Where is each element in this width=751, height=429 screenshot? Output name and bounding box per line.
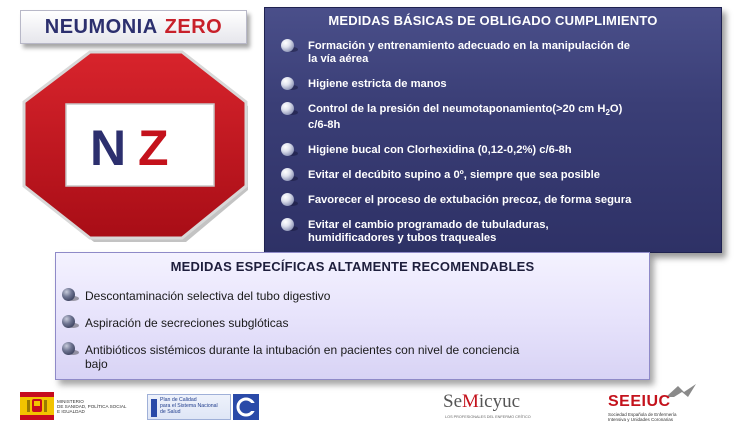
bullet-icon: [62, 288, 79, 302]
bullet-icon: [281, 218, 298, 232]
item-text-line2: la vía aérea: [308, 53, 369, 65]
item-text-line1: Antibióticos sistémicos durante la intubación en pacientes con nivel de conciencia: [85, 343, 520, 357]
item-text-line1: Evitar el cambio programado de tubuladuras,: [308, 219, 549, 232]
seeiuc-line1: Sociedad Española de Enfermería: [608, 412, 677, 417]
plan-calidad-logo: [147, 394, 259, 420]
seeiuc-line2: Intensiva y Unidades Coronarias: [608, 417, 674, 422]
list-item: [62, 343, 642, 371]
item-text-sub: 2: [605, 108, 610, 118]
title-zero: ZERO: [164, 15, 223, 38]
list-item: [281, 78, 716, 91]
item-text-line1: Descontaminación selectiva del tubo digestivo: [85, 289, 331, 303]
item-text-line1: [308, 103, 716, 119]
nz-letter-n: N: [90, 120, 127, 176]
bullet-icon: [281, 102, 298, 116]
specific-measures-panel: [55, 252, 650, 380]
title-neumonia: NEUMONIA: [44, 15, 158, 38]
item-text-line2: c/6-8h: [308, 119, 341, 132]
list-item: [281, 194, 716, 207]
item-text-line2: bajo: [85, 357, 108, 371]
bullet-icon: [281, 39, 298, 53]
plan-line2: para el Sistema Nacional: [160, 403, 218, 409]
list-item: [281, 40, 716, 66]
bullet-icon: [62, 342, 79, 356]
seeiuc-name: SEEIUC: [608, 393, 671, 410]
bullet-icon: [62, 315, 79, 329]
semicyuc-logo: [443, 392, 541, 422]
list-item: [62, 316, 642, 330]
seeiuc-text: [608, 412, 708, 422]
title-box: [20, 10, 247, 44]
semicyuc-m: M: [462, 391, 479, 412]
specific-measures-list: [62, 289, 642, 384]
bullet-icon: [281, 77, 298, 91]
stop-sign-logo: [20, 50, 254, 246]
item-text-line2: humidificadores y tubos traqueales: [308, 232, 497, 245]
item-text-line1: Evitar el decúbito supino a 0º, siempre que sea posible: [308, 169, 600, 182]
specific-measures-heading: MEDIDAS ESPECÍFICAS ALTAMENTE RECOMENDABLES: [170, 259, 535, 274]
plan-text: [160, 397, 218, 415]
item-text-pre: Control de la presión del neumotaponamiento(>20 cm H: [308, 103, 606, 115]
item-text-line1: Higiene estricta de manos: [308, 78, 447, 90]
seeiuc-logo: [608, 384, 708, 424]
plan-line1: Plan de Calidad: [160, 397, 197, 403]
ministerio-line3: E IGUALDAD: [57, 409, 85, 414]
ministerio-logo: [20, 392, 128, 420]
list-item: [62, 289, 642, 303]
list-item: [281, 144, 716, 157]
item-text-line1: Favorecer el proceso de extubación precoz, de forma segura: [308, 194, 632, 207]
ministerio-line2: DE SANIDAD, POLÍTICA SOCIAL: [57, 404, 127, 409]
plan-line3: de Salud: [160, 409, 181, 415]
plan-calidad-box: [147, 394, 231, 420]
semicyuc-wordmark: [443, 392, 520, 412]
bullet-icon: [281, 168, 298, 182]
item-text-post: O): [609, 103, 623, 115]
semicyuc-icyuc: icyuc: [478, 391, 521, 412]
basic-measures-heading: MEDIDAS BÁSICAS DE OBLIGADO CUMPLIMIENTO: [328, 13, 658, 28]
list-item: [281, 169, 716, 182]
item-text-line1: Formación y entrenamiento adecuado en la manipulación de: [308, 40, 631, 52]
item-text-line1: Higiene bucal con Clorhexidina (0,12-0,2%) c/6-8h: [308, 144, 572, 157]
bullet-icon: [281, 193, 298, 207]
plan-c-icon: [233, 394, 259, 420]
semicyuc-se: Se: [443, 391, 462, 412]
list-item: [281, 219, 716, 245]
semicyuc-tagline: LOS PROFESIONALES DEL ENFERMO CRÍTICO: [445, 415, 531, 419]
list-item: [281, 103, 716, 132]
bullet-icon: [281, 143, 298, 157]
basic-measures-list: [281, 40, 716, 257]
ministerio-line1: MINISTERIO: [57, 399, 84, 404]
nz-letter-z: Z: [138, 120, 169, 176]
basic-measures-panel: [264, 7, 722, 253]
plan-bar-icon: [151, 399, 157, 417]
item-text-line1: Aspiración de secreciones subglóticas: [85, 316, 289, 330]
ministerio-text: [57, 399, 129, 414]
coat-of-arms-icon: [20, 392, 54, 420]
